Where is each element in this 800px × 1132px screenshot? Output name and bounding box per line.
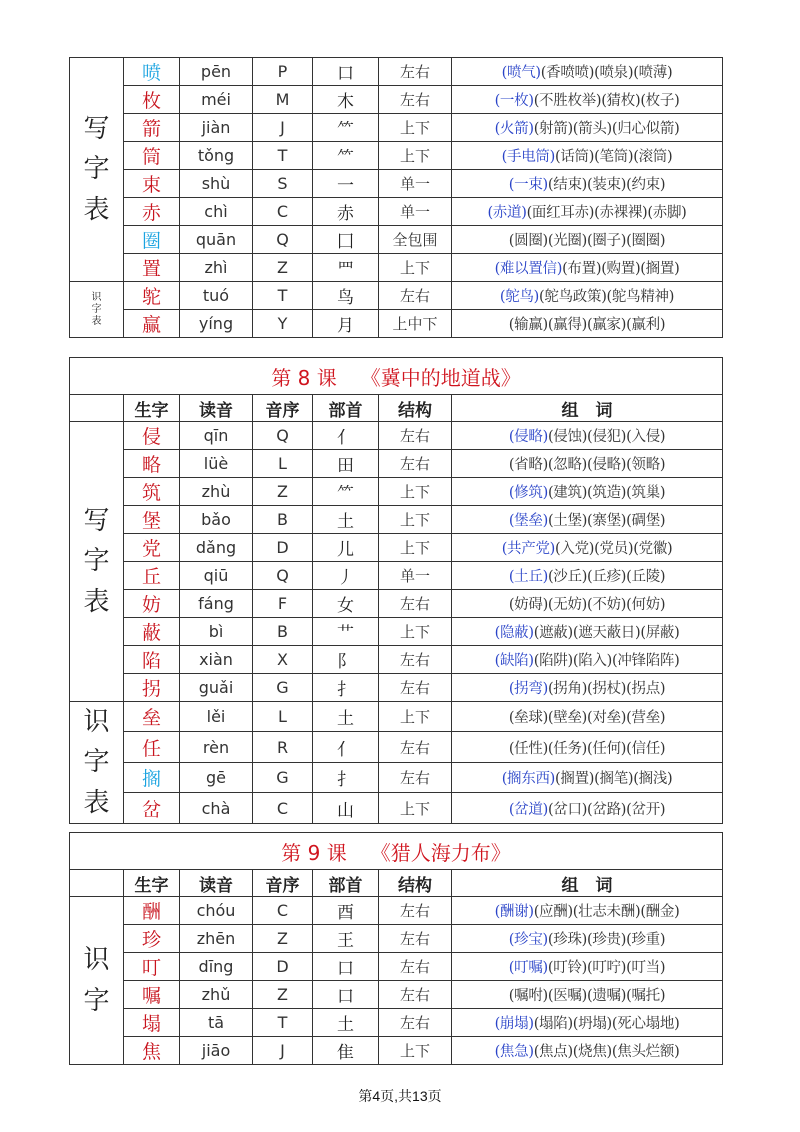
structure-cell: 左右 [379, 282, 452, 310]
structure-cell: 左右 [379, 762, 452, 792]
radical-cell: 口 [313, 981, 379, 1009]
char-cell: 党 [124, 534, 180, 562]
highlighted-word: (酬谢) [494, 904, 534, 920]
table-row [70, 590, 723, 618]
other-words: (岔口)(岔路)(岔开) [547, 801, 666, 818]
char-cell: 垒 [124, 702, 180, 732]
structure-cell: 左右 [379, 646, 452, 674]
order-cell: Q [253, 562, 313, 590]
char-cell: 塌 [124, 1009, 180, 1037]
highlighted-word: (手电筒) [501, 149, 555, 165]
words-cell [452, 732, 723, 762]
highlighted-word: (缺陷) [494, 653, 534, 669]
pinyin-cell: qiū [180, 562, 253, 590]
table-row [70, 226, 723, 254]
char-cell: 枚 [124, 86, 180, 114]
radical-cell: 口 [313, 58, 379, 86]
page-footer: 第4页,共13页 [358, 1088, 442, 1104]
pinyin-cell: chà [180, 793, 253, 823]
other-words: (土堡)(寨堡)(碉堡) [547, 513, 666, 529]
group-label [70, 897, 124, 1065]
other-words: (入党)(党员)(党徽) [555, 541, 673, 557]
table-row [70, 58, 723, 86]
group-label [70, 422, 124, 702]
radical-cell: 月 [313, 310, 379, 338]
table-row [70, 793, 723, 823]
char-cell: 叮 [124, 953, 180, 981]
char-cell: 任 [124, 732, 180, 762]
header-group [70, 395, 124, 422]
table-row [70, 310, 723, 338]
pinyin-cell: méi [180, 86, 253, 114]
table-row [70, 1009, 723, 1037]
radical-cell: 罒 [313, 254, 379, 282]
structure-cell: 上下 [379, 254, 452, 282]
pinyin-cell: guǎi [180, 674, 253, 702]
radical-cell: 口 [313, 953, 379, 981]
radical-cell: 丿 [313, 562, 379, 590]
words-cell [452, 646, 723, 674]
other-words: (妨碍)(无妨)(不妨)(何妨) [508, 597, 666, 613]
lesson-title: 第 8 课 《冀中的地道战》 [70, 358, 723, 395]
other-words: (省略)(忽略)(侵略)(领略) [508, 457, 666, 473]
group-label [70, 58, 124, 282]
pinyin-cell: zhǔ [180, 981, 253, 1009]
other-words: (珍珠)(珍贵)(珍重) [547, 932, 666, 948]
header-structure: 结构 [379, 395, 452, 422]
structure-cell: 全包围 [379, 226, 452, 254]
structure-cell: 左右 [379, 422, 452, 450]
pinyin-cell: fáng [180, 590, 253, 618]
group-label-text: 识字表 [91, 291, 102, 327]
table-body [70, 422, 723, 824]
pinyin-cell: zhù [180, 478, 253, 506]
order-cell: Z [253, 925, 313, 953]
radical-cell: 扌 [313, 762, 379, 792]
char-cell: 略 [124, 450, 180, 478]
structure-cell: 上下 [379, 793, 452, 823]
char-cell: 筑 [124, 478, 180, 506]
pinyin-cell: lěi [180, 702, 253, 732]
highlighted-word: (堡垒) [508, 513, 548, 529]
char-cell: 箭 [124, 114, 180, 142]
lesson-8-table [69, 357, 723, 824]
highlighted-word: (难以置信) [494, 261, 563, 277]
order-cell: M [253, 86, 313, 114]
words-cell [452, 86, 723, 114]
other-words: (遮蔽)(遮天蔽日)(屏蔽) [533, 625, 680, 641]
radical-cell: 阝 [313, 646, 379, 674]
highlighted-word: (侵略) [508, 429, 548, 445]
order-cell: X [253, 646, 313, 674]
structure-cell: 上中下 [379, 310, 452, 338]
words-cell [452, 170, 723, 198]
highlighted-word: (叮嘱) [508, 960, 548, 976]
table-row [70, 198, 723, 226]
table-row [70, 86, 723, 114]
structure-cell: 上下 [379, 534, 452, 562]
highlighted-word: (崩塌) [494, 1016, 534, 1032]
char-cell: 置 [124, 254, 180, 282]
radical-cell: 赤 [313, 198, 379, 226]
pinyin-cell: lüè [180, 450, 253, 478]
other-words: (塌陷)(坍塌)(死心塌地) [533, 1016, 680, 1032]
char-cell: 鸵 [124, 282, 180, 310]
table-row [70, 618, 723, 646]
char-cell: 妨 [124, 590, 180, 618]
radical-cell: 酉 [313, 897, 379, 925]
header-pinyin: 读音 [180, 395, 253, 422]
char-cell: 酬 [124, 897, 180, 925]
words-cell [452, 534, 723, 562]
char-cell: 堡 [124, 506, 180, 534]
structure-cell: 左右 [379, 590, 452, 618]
header-structure: 结构 [379, 870, 452, 897]
pinyin-cell: qīn [180, 422, 253, 450]
table-body [70, 897, 723, 1065]
radical-cell: ⺮ [313, 114, 379, 142]
other-words: (陷阱)(陷入)(冲锋陷阵) [533, 653, 680, 669]
char-cell: 珍 [124, 925, 180, 953]
structure-cell: 单一 [379, 562, 452, 590]
words-cell [452, 226, 723, 254]
words-cell [452, 450, 723, 478]
words-cell [452, 506, 723, 534]
table-row [70, 282, 723, 310]
pinyin-cell: dǎng [180, 534, 253, 562]
other-words: (香喷喷)(喷泉)(喷薄) [540, 65, 673, 81]
order-cell: C [253, 897, 313, 925]
pinyin-cell: rèn [180, 732, 253, 762]
order-cell: T [253, 282, 313, 310]
order-cell: D [253, 534, 313, 562]
highlighted-word: (一枚) [494, 93, 534, 109]
order-cell: G [253, 762, 313, 792]
order-cell: C [253, 198, 313, 226]
highlighted-word: (珍宝) [508, 932, 548, 948]
words-cell [452, 674, 723, 702]
order-cell: Z [253, 981, 313, 1009]
table-row [70, 450, 723, 478]
highlighted-word: (鸵鸟) [499, 289, 540, 305]
other-words: (圆圈)(光圈)(圈子)(圈圈) [508, 233, 666, 249]
words-cell [452, 618, 723, 646]
structure-cell: 左右 [379, 450, 452, 478]
header-char: 生字 [124, 395, 180, 422]
order-cell: L [253, 450, 313, 478]
char-cell: 嘱 [124, 981, 180, 1009]
words-cell [452, 310, 723, 338]
group-label-text: 识字 [83, 945, 110, 1016]
words-cell [452, 254, 723, 282]
highlighted-word: (共产党) [501, 541, 556, 557]
other-words: (嘱咐)(医嘱)(遗嘱)(嘱托) [508, 988, 666, 1004]
radical-cell: 鸟 [313, 282, 379, 310]
char-cell: 喷 [124, 58, 180, 86]
other-words: (布置)(购置)(搁置) [562, 261, 680, 277]
header-pinyin: 读音 [180, 870, 253, 897]
char-cell: 圈 [124, 226, 180, 254]
radical-cell: 王 [313, 925, 379, 953]
words-cell [452, 981, 723, 1009]
lesson-title: 第 9 课 《猎人海力布》 [70, 833, 723, 870]
group-label-text: 识字表 [83, 707, 110, 818]
words-cell [452, 114, 723, 142]
pinyin-cell: jiàn [180, 114, 253, 142]
other-words: (垒球)(壁垒)(对垒)(营垒) [508, 710, 666, 727]
structure-cell: 左右 [379, 86, 452, 114]
highlighted-word: (搁东西) [501, 771, 556, 788]
pinyin-cell: tā [180, 1009, 253, 1037]
words-cell [452, 478, 723, 506]
table-row [70, 114, 723, 142]
other-words: (应酬)(壮志未酬)(酬金) [533, 904, 680, 920]
table-row [70, 478, 723, 506]
group-label-text: 写字表 [83, 506, 110, 617]
radical-cell: ⺮ [313, 142, 379, 170]
radical-cell: 儿 [313, 534, 379, 562]
other-words: (结束)(装束)(约束) [547, 177, 666, 193]
header-words: 组 词 [452, 870, 723, 897]
table-row [70, 1037, 723, 1065]
structure-cell: 左右 [379, 732, 452, 762]
words-cell [452, 282, 723, 310]
other-words: (面红耳赤)(赤裸裸)(赤脚) [526, 205, 687, 221]
table-row [70, 646, 723, 674]
other-words: (建筑)(筑造)(筑巢) [547, 485, 666, 501]
structure-cell: 上下 [379, 142, 452, 170]
order-cell: L [253, 702, 313, 732]
table-row [70, 562, 723, 590]
other-words: (不胜枚举)(猜枚)(枚子) [533, 93, 680, 109]
highlighted-word: (赤道) [487, 205, 527, 221]
radical-cell: 土 [313, 506, 379, 534]
group-label [70, 282, 124, 338]
pinyin-cell: shù [180, 170, 253, 198]
other-words: (叮铃)(叮咛)(叮当) [547, 960, 666, 976]
order-cell: B [253, 506, 313, 534]
order-cell: D [253, 953, 313, 981]
pinyin-cell: tǒng [180, 142, 253, 170]
radical-cell: 囗 [313, 226, 379, 254]
table-row [70, 534, 723, 562]
highlighted-word: (一束) [508, 177, 548, 193]
table-row [70, 702, 723, 732]
other-words: (话筒)(笔筒)(滚筒) [554, 149, 673, 165]
char-cell: 赤 [124, 198, 180, 226]
radical-cell: ⺮ [313, 478, 379, 506]
words-cell [452, 1037, 723, 1065]
order-cell: Q [253, 422, 313, 450]
radical-cell: 土 [313, 1009, 379, 1037]
table-row [70, 981, 723, 1009]
header-group [70, 870, 124, 897]
order-cell: F [253, 590, 313, 618]
structure-cell: 上下 [379, 1037, 452, 1065]
structure-cell: 左右 [379, 1009, 452, 1037]
pinyin-cell: gē [180, 762, 253, 792]
order-cell: S [253, 170, 313, 198]
order-cell: R [253, 732, 313, 762]
pinyin-cell: zhì [180, 254, 253, 282]
order-cell: Y [253, 310, 313, 338]
char-cell: 岔 [124, 793, 180, 823]
char-cell: 陷 [124, 646, 180, 674]
header-order: 音序 [253, 395, 313, 422]
highlighted-word: (岔道) [508, 801, 548, 818]
lesson-9-table [69, 832, 723, 1065]
structure-cell: 上下 [379, 114, 452, 142]
header-words: 组 词 [452, 395, 723, 422]
table-row [70, 925, 723, 953]
order-cell: Q [253, 226, 313, 254]
structure-cell: 单一 [379, 170, 452, 198]
other-words: (射箭)(箭头)(归心似箭) [533, 121, 680, 137]
radical-cell: 田 [313, 450, 379, 478]
structure-cell: 上下 [379, 702, 452, 732]
pinyin-cell: tuó [180, 282, 253, 310]
other-words: (焦点)(烧焦)(焦头烂额) [533, 1044, 680, 1060]
table-row [70, 897, 723, 925]
table-row [70, 732, 723, 762]
header-order: 音序 [253, 870, 313, 897]
structure-cell: 左右 [379, 981, 452, 1009]
pinyin-cell: chì [180, 198, 253, 226]
pinyin-cell: xiàn [180, 646, 253, 674]
structure-cell: 上下 [379, 478, 452, 506]
words-cell [452, 422, 723, 450]
pinyin-cell: pēn [180, 58, 253, 86]
other-words: (搁置)(搁笔)(搁浅) [555, 771, 673, 788]
radical-cell: 亻 [313, 422, 379, 450]
words-cell [452, 897, 723, 925]
table-row [70, 674, 723, 702]
radical-cell: 土 [313, 702, 379, 732]
words-cell [452, 1009, 723, 1037]
order-cell: B [253, 618, 313, 646]
order-cell: Z [253, 254, 313, 282]
char-cell: 蔽 [124, 618, 180, 646]
structure-cell: 上下 [379, 618, 452, 646]
table-row [70, 506, 723, 534]
words-cell [452, 793, 723, 823]
group-label [70, 702, 124, 824]
order-cell: T [253, 1009, 313, 1037]
header-char: 生字 [124, 870, 180, 897]
pinyin-cell: chóu [180, 897, 253, 925]
words-cell [452, 198, 723, 226]
pinyin-cell: zhēn [180, 925, 253, 953]
header-radical: 部首 [313, 395, 379, 422]
header-radical: 部首 [313, 870, 379, 897]
words-cell [452, 58, 723, 86]
other-words: (鸵鸟政策)(鸵鸟精神) [539, 289, 675, 305]
order-cell: P [253, 58, 313, 86]
highlighted-word: (火箭) [494, 121, 534, 137]
order-cell: G [253, 674, 313, 702]
char-cell: 丘 [124, 562, 180, 590]
highlighted-word: (喷气) [501, 65, 541, 81]
radical-cell: 隹 [313, 1037, 379, 1065]
other-words: (任性)(任务)(任何)(信任) [508, 740, 666, 757]
order-cell: T [253, 142, 313, 170]
structure-cell: 左右 [379, 953, 452, 981]
pinyin-cell: quān [180, 226, 253, 254]
highlighted-word: (修筑) [508, 485, 548, 501]
radical-cell: 一 [313, 170, 379, 198]
other-words: (输赢)(赢得)(赢家)(赢利) [508, 317, 666, 333]
structure-cell: 左右 [379, 897, 452, 925]
group-label-text: 写字表 [83, 114, 110, 225]
structure-cell: 左右 [379, 58, 452, 86]
words-cell [452, 762, 723, 792]
table-row [70, 170, 723, 198]
other-words: (拐角)(拐杖)(拐点) [547, 681, 666, 697]
highlighted-word: (隐蔽) [494, 625, 534, 641]
highlighted-word: (拐弯) [508, 681, 548, 697]
pinyin-cell: jiāo [180, 1037, 253, 1065]
words-cell [452, 590, 723, 618]
table-row [70, 254, 723, 282]
highlighted-word: (焦急) [494, 1044, 534, 1060]
char-cell: 焦 [124, 1037, 180, 1065]
radical-cell: 女 [313, 590, 379, 618]
table-row [70, 142, 723, 170]
table-body [70, 58, 723, 338]
structure-cell: 单一 [379, 198, 452, 226]
structure-cell: 上下 [379, 506, 452, 534]
pinyin-cell: dīng [180, 953, 253, 981]
other-words: (侵蚀)(侵犯)(入侵) [547, 429, 666, 445]
words-cell [452, 702, 723, 732]
order-cell: J [253, 1037, 313, 1065]
radical-cell: 艹 [313, 618, 379, 646]
words-cell [452, 925, 723, 953]
radical-cell: 亻 [313, 732, 379, 762]
table-row [70, 953, 723, 981]
radical-cell: 山 [313, 793, 379, 823]
char-cell: 拐 [124, 674, 180, 702]
words-cell [452, 142, 723, 170]
order-cell: Z [253, 478, 313, 506]
words-cell [452, 562, 723, 590]
table-row [70, 422, 723, 450]
pinyin-cell: yíng [180, 310, 253, 338]
char-cell: 束 [124, 170, 180, 198]
table-row [70, 762, 723, 792]
structure-cell: 左右 [379, 925, 452, 953]
vocab-table-continued [69, 57, 723, 338]
highlighted-word: (土丘) [508, 569, 548, 585]
order-cell: J [253, 114, 313, 142]
radical-cell: 木 [313, 86, 379, 114]
char-cell: 赢 [124, 310, 180, 338]
char-cell: 筒 [124, 142, 180, 170]
radical-cell: 扌 [313, 674, 379, 702]
order-cell: C [253, 793, 313, 823]
pinyin-cell: bì [180, 618, 253, 646]
char-cell: 搁 [124, 762, 180, 792]
structure-cell: 左右 [379, 674, 452, 702]
words-cell [452, 953, 723, 981]
char-cell: 侵 [124, 422, 180, 450]
other-words: (沙丘)(丘疹)(丘陵) [547, 569, 666, 585]
pinyin-cell: bǎo [180, 506, 253, 534]
